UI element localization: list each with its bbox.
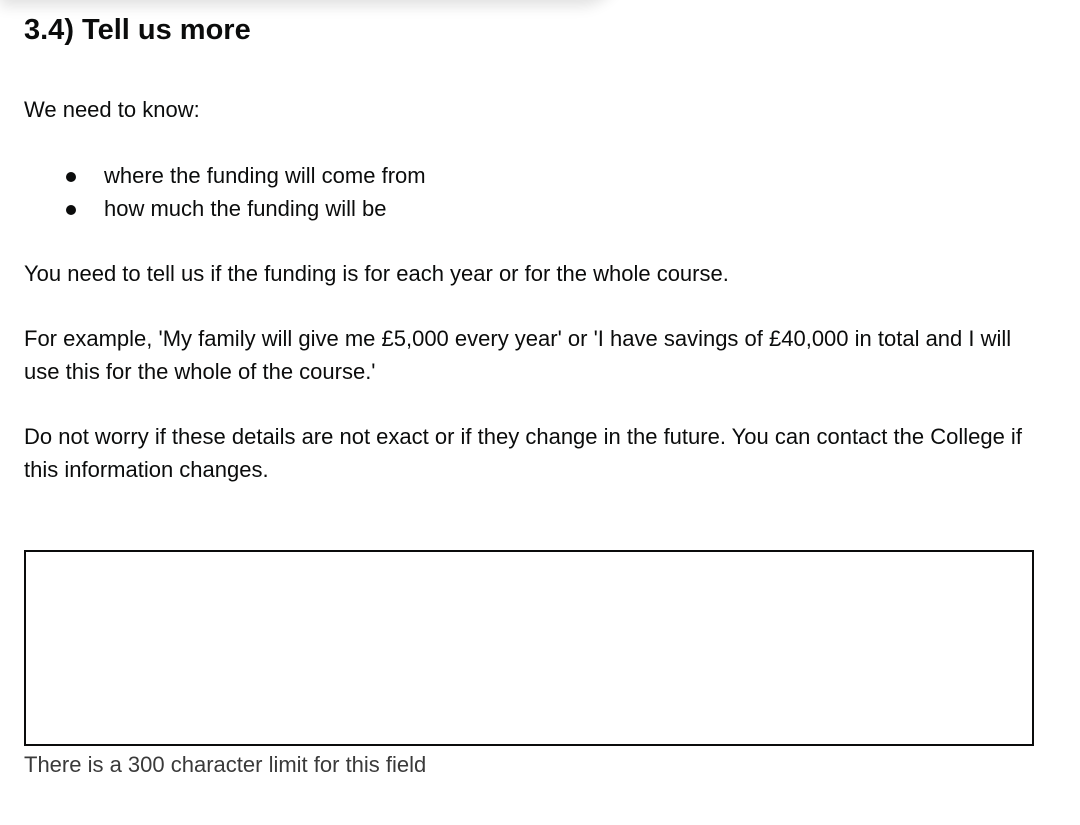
- list-item: [24, 160, 426, 193]
- section-title: 3.4) Tell us more: [24, 14, 251, 46]
- list-item-text: how much the funding will be: [104, 195, 387, 221]
- example-text: For example, 'My family will give me £5,000 every year' or 'I have savings of £40,000 in total and I will use this for the whole of the course.': [24, 326, 1012, 384]
- intro-text: We need to know:: [24, 97, 200, 122]
- bullet-icon: [66, 172, 76, 182]
- funding-details-textarea[interactable]: [24, 550, 1034, 746]
- character-limit-hint: There is a 300 character limit for this field: [24, 752, 427, 777]
- list-item: [24, 193, 426, 226]
- funding-period-text: You need to tell us if the funding is for each year or for the whole course.: [24, 261, 729, 286]
- changes-text: Do not worry if these details are not exact or if they change in the future. You can contact the College if this information changes.: [24, 424, 1022, 482]
- needs-list: [24, 160, 426, 225]
- list-item-text: where the funding will come from: [104, 163, 426, 188]
- bullet-icon: [66, 205, 76, 215]
